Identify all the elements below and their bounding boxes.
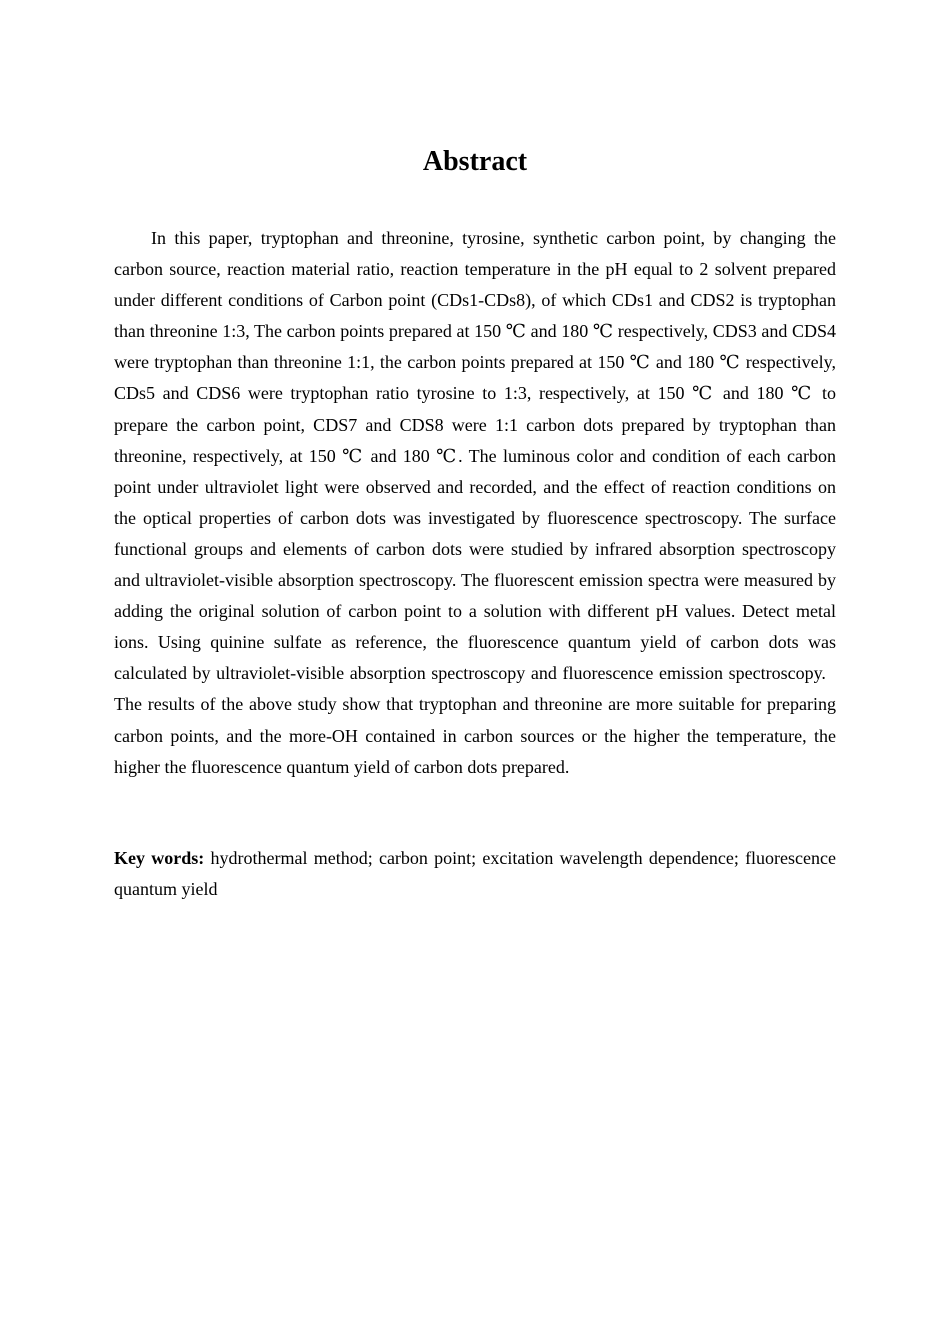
keywords-label: Key words: [114,848,205,868]
page-title: Abstract [422,146,528,177]
keywords-text: hydrothermal method; carbon point; excitation wavelength dependence; fluorescence quantum yield [114,848,837,900]
abstract-paragraph: In this paper, tryptophan and threonine, tyrosine, synthetic carbon point, by changing the carbon source, reaction material ratio, reaction temperature in the pH equal to 2 solvent prepared under different conditions of Carbon point (CDs1-CDs8), of which CDs1 and CDS2 is tryptophan than threonine 1:3, The carbon points prepared at 150 ℃ and 180 ℃ respectively, CDS3 and CDS4 were tryptophan than threonine 1:1, the carbon points prepared at 150 ℃ and 180 ℃ respectively, CDs5 and CDS6 were tryptophan ratio tyrosine to 1:3, respectively, at 150 ℃ and 180 ℃ to prepare the carbon point, CDS7 and CDS8 were 1:1 carbon dots prepared by tryptophan than threonine, respectively, at 150 ℃ and 180 ℃. The luminous color and condition of each carbon point under ultraviolet light were observed and recorded, and the effect of reaction conditions on the optical properties of carbon dots was investigated by fluorescence spectroscopy. The surface functional groups and elements of carbon dots were studied by infrared absorption spectroscopy and ultraviolet-visible absorption spectroscopy. The fluorescent emission spectra were measured by adding the original solution of carbon point to a solution with different pH values. Detect metal ions. Using quinine sulfate as reference, the fluorescence quantum yield of carbon dots was calculated by ultraviolet-visible absorption spectroscopy and fluorescence emission spectroscopy. The results of the above study show that tryptophan and threonine are more suitable for preparing carbon points, and the more-OH contained in carbon sources or the higher the temperature, the higher the fluorescence quantum yield of carbon dots prepared. [114,228,836,777]
keywords-section [114,843,836,905]
